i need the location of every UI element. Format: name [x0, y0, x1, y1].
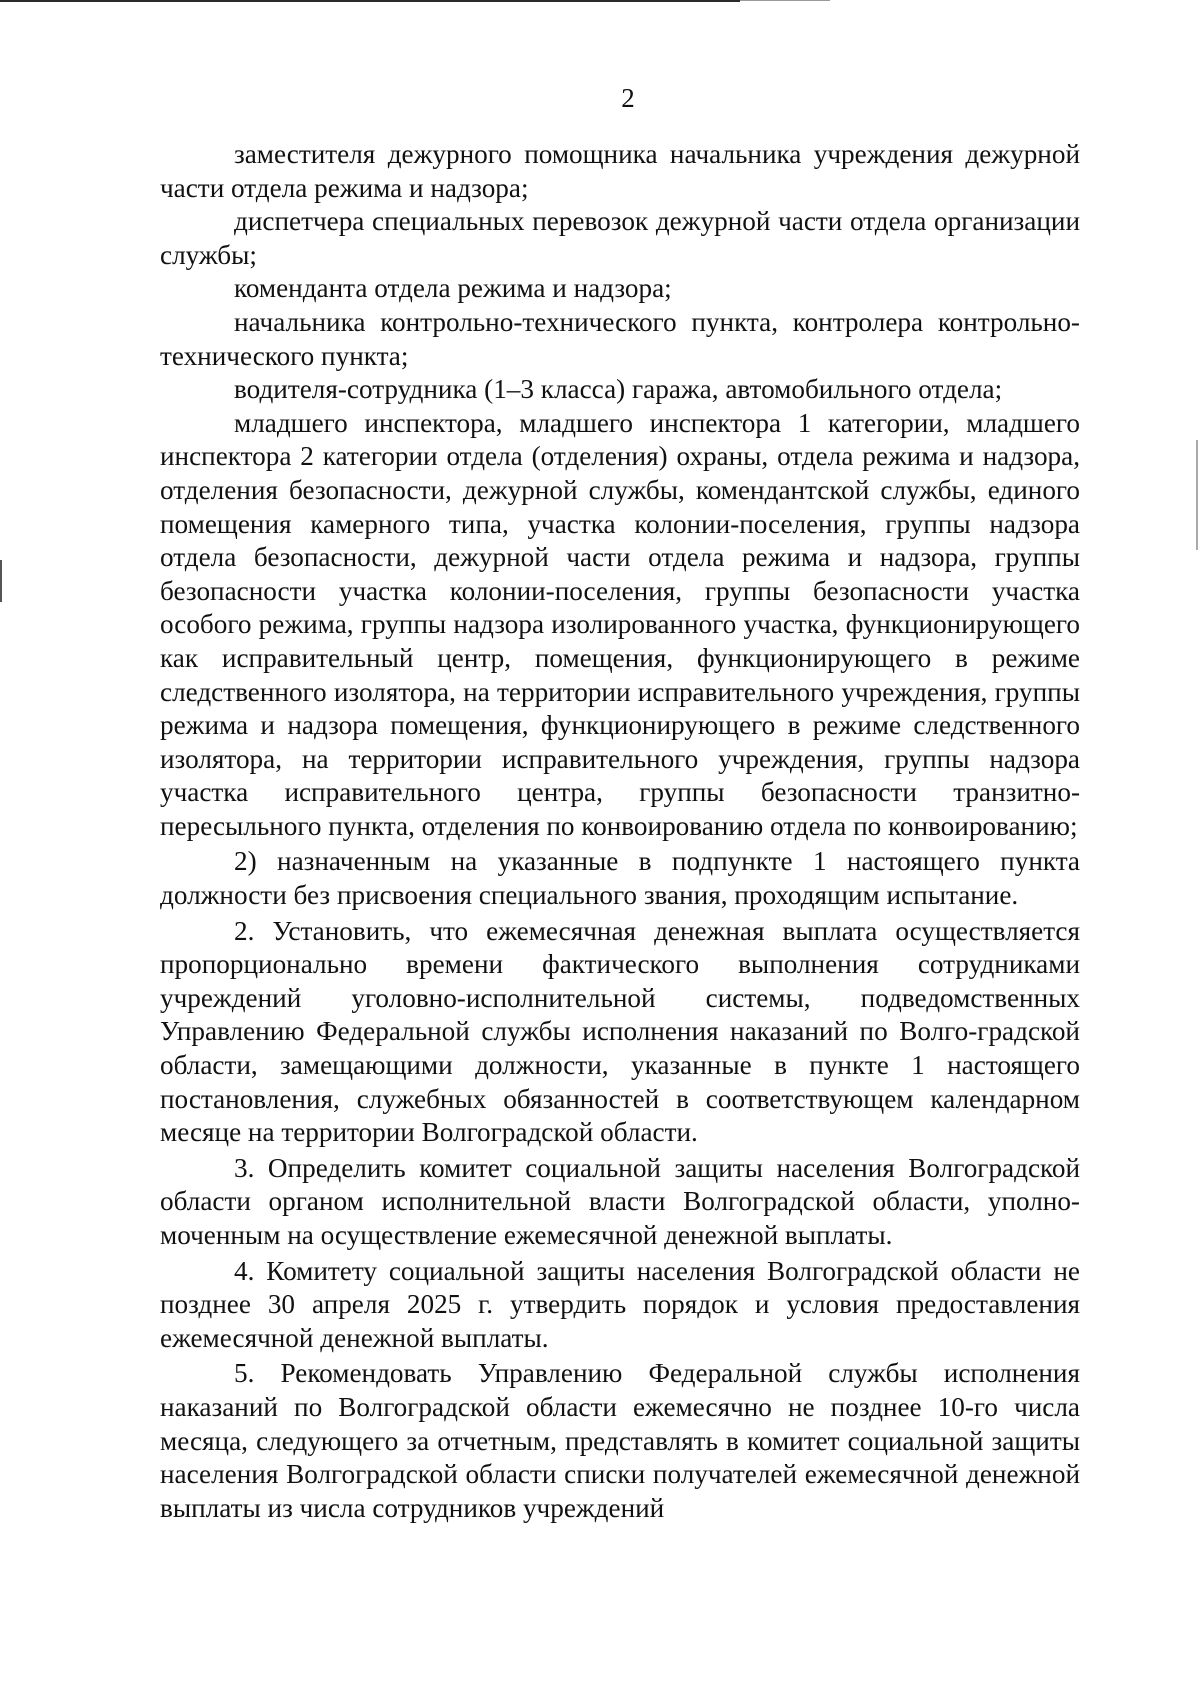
paragraph: заместителя дежурного помощника начальника учреждения дежурной части отдела режима и надзора; — [160, 139, 1080, 203]
scan-edge-line — [740, 0, 830, 1]
paragraph: 5. Рекомендовать Управлению Федеральной службы исполнения наказаний по Волгоградской области ежемесячно не позднее 10-го числа месяца, следующего за отчетным, представлять в комитет социальной защиты населения Волгоградской области списки получателей ежемесячной денежной выплаты из числа сотрудников учреждений — [160, 1358, 1080, 1523]
paragraph: 3. Определить комитет социальной защиты населения Волгоградской области органом исполнительной власти Волгоградской области, уполно-моченным на осуществление ежемесячной денежной выплаты. — [160, 1152, 1080, 1250]
page-number: 2 — [621, 83, 635, 113]
scan-edge-line — [0, 0, 740, 2]
paragraph: водителя-сотрудника (1–3 класса) гаража, автомобильного отдела; — [234, 374, 1003, 405]
paragraph: 4. Комитету социальной защиты населения Волгоградской области не позднее 30 апреля 2025 г. утвердить порядок и условия предоставления ежемесячной денежной выплаты. — [160, 1255, 1080, 1353]
paragraph: диспетчера специальных перевозок дежурной части отдела организации службы; — [160, 206, 1080, 270]
paragraph: начальника контрольно-технического пункта, контролера контрольно-технического пункта; — [160, 306, 1080, 371]
paragraph: коменданта отдела режима и надзора; — [234, 273, 672, 304]
document-body — [160, 138, 1080, 1525]
scan-margin-mark — [1196, 440, 1198, 550]
paragraph: 2. Установить, что ежемесячная денежная выплата осуществляется пропорционально времени фактического выполнения сотрудниками учреждений уголовно-исполнительной системы, подведомственных Управлению Федеральной службы исполнения наказаний по Волго-градской области, замещающими должности, указанные в пункте 1 настоящего постановления, служебных обязанностей в соответствующем календарном месяце на территории Волгоградской области. — [160, 915, 1080, 1148]
scan-margin-mark — [0, 560, 2, 602]
paragraph: 2) назначенным на указанные в подпункте 1 настоящего пункта должности без присвоения специального звания, проходящим испытание. — [160, 846, 1080, 911]
paragraph: младшего инспектора, младшего инспектора 1 категории, младшего инспектора 2 категории отдела (отделения) охраны, отдела режима и надзора, отделения безопасности, дежурной службы, комендантской службы, единого помещения камерного типа, участка колонии-поселения, группы надзора отдела безопасности, дежурной части отдела режима и надзора, группы безопасности участка колонии-поселения, группы безопасности участка особого режима, группы надзора изолированного участка, функционирующего как исправительный центр, помещения, функционирующего в режиме следственного изолятора, на территории исправительного учреждения, группы режима и надзора помещения, функционирующего в режиме следственного изолятора, на территории исправительного учреждения, группы надзора участка исправительного центра, группы безопасности транзитно-пересыльного пункта, отделения по конвоированию отдела по конвоированию; — [160, 407, 1080, 841]
